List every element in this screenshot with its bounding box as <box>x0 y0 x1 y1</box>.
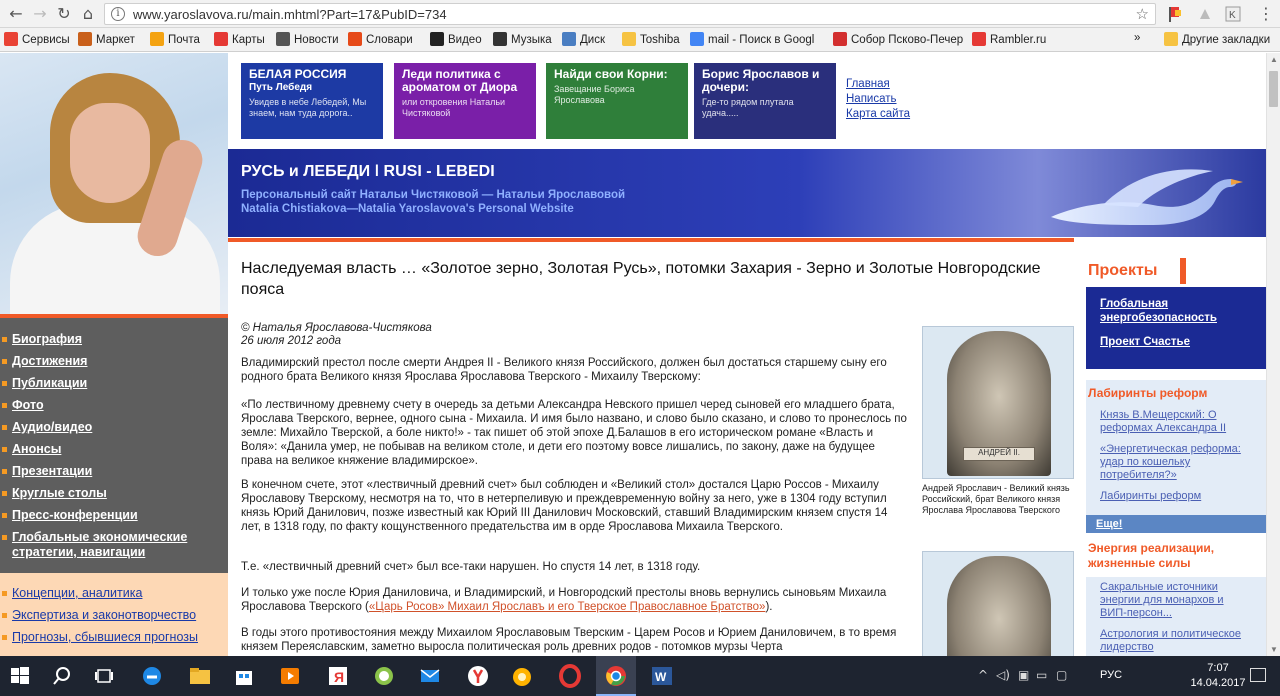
bookmark-item[interactable] <box>276 32 339 46</box>
left-menu-item[interactable]: Аудио/видео <box>0 420 228 442</box>
bookmark-label: Почта <box>168 34 200 46</box>
article-paragraph: Владимирский престол после смерти Андрея II - Великого князя Российского, должен был достаться старшему сыну его родного брата Великого князя Ярослава Ярославова Тверского - Михаилу Тверскому: <box>241 357 887 383</box>
bookmark-item[interactable] <box>78 32 135 46</box>
bookmark-item[interactable] <box>493 32 552 46</box>
banner-title: Найди свои Корни: <box>554 67 668 81</box>
bookmark-label: Новости <box>294 34 339 46</box>
banner-text: Увидев в небе Лебедей, Мы знаем, нам туда дорога.. <box>249 97 367 118</box>
bookmark-icon <box>972 32 986 46</box>
paragraph-text: ). <box>765 601 773 613</box>
bookmark-item[interactable] <box>150 32 200 46</box>
projects-heading: Проекты <box>1086 258 1186 284</box>
info-icon[interactable]: i <box>111 7 125 21</box>
bookmarks-bar <box>0 28 1280 52</box>
extension-k-icon[interactable] <box>1224 5 1242 23</box>
clock-time: 7:07 <box>1207 662 1229 674</box>
left-menu-item[interactable]: Анонсы <box>0 442 228 464</box>
site-header <box>228 149 1266 237</box>
energy-link[interactable]: Астрология и политическое лидерство <box>1100 628 1241 653</box>
right-sidebar <box>1086 258 1266 656</box>
banner-subtitle: Путь Лебедя <box>249 82 313 93</box>
left-menu-item[interactable]: Достижения <box>0 354 228 376</box>
banner-title: Леди политика с ароматом от Диора <box>402 67 518 94</box>
article-title: Наследуемая власть … «Золотое зерно, Золотая Русь», потомки Захария - Зерно и Золотые Новгородские пояса <box>241 260 1041 298</box>
svg-text:Я: Я <box>334 669 345 685</box>
top-banner[interactable] <box>394 63 536 139</box>
bookmark-label: Музыка <box>511 34 552 46</box>
bookmark-label: Сервисы <box>22 34 70 46</box>
labyrinths-links <box>1086 405 1266 515</box>
language-indicator[interactable]: РУС <box>1100 669 1123 681</box>
left-menu-item[interactable]: Глобальные экономические стратегии, навигации <box>0 530 228 568</box>
left-menu-item[interactable]: Пресс-конференции <box>0 508 228 530</box>
bookmark-item[interactable] <box>430 32 482 46</box>
labyrinths-link[interactable]: «Энергетическая реформа: удар по кошельку потребителя?» <box>1100 443 1241 481</box>
portrait-image <box>922 551 1074 656</box>
banner-title: БЕЛАЯ РОССИЯ <box>249 67 347 81</box>
svg-text:K: K <box>1229 10 1236 21</box>
bookmark-label: Диск <box>580 34 605 46</box>
bookmark-item[interactable] <box>562 32 605 46</box>
app-orange-icon[interactable] <box>510 664 534 688</box>
yandex-browser-icon[interactable] <box>466 664 490 688</box>
folder-icon <box>1164 32 1178 46</box>
bookmark-item[interactable] <box>4 32 70 46</box>
energy-links <box>1086 577 1266 656</box>
file-explorer-icon[interactable] <box>188 664 212 688</box>
bookmark-label: Словари <box>366 34 413 46</box>
left-menu-item[interactable]: Круглые столы <box>0 486 228 508</box>
network-icon[interactable]: ▣ <box>1018 668 1030 682</box>
article <box>241 258 1071 653</box>
task-view-icon[interactable] <box>92 664 116 688</box>
more-link[interactable]: Еще! <box>1096 518 1123 530</box>
home-icon[interactable]: ⌂ <box>82 4 94 23</box>
search-icon[interactable] <box>50 664 74 688</box>
bookmark-label: Карты <box>232 34 265 46</box>
left-menu-item-secondary[interactable]: Прогнозы, сбывшиеся прогнозы <box>0 630 228 652</box>
article-paragraph: В годы этого противостояния между Михаилом Ярославовым Тверским - Царем Росов и Юрием Даниловичем, в то время князем Переяславским, заметно выросла политическая роль древних родов - потомков мурзы Черта <box>241 627 897 653</box>
article-date: 26 июля 2012 года <box>241 335 342 347</box>
tray-chevron-icon[interactable]: ^ <box>978 668 989 682</box>
banner-title: Борис Ярославов и дочери: <box>702 67 820 94</box>
extension-flag-icon[interactable] <box>1166 5 1184 23</box>
left-nav-menu <box>0 318 228 573</box>
energy-heading: Энергия реализации, жизненные силы <box>1088 541 1215 570</box>
display-icon[interactable]: ▢ <box>1056 668 1068 682</box>
bookmark-label: Маркет <box>96 34 135 46</box>
article-inline-link[interactable]: «Царь Росов» Михаил Ярославъ и его Тверское Православное Братство» <box>368 601 766 613</box>
bookmark-item[interactable] <box>690 32 814 46</box>
left-menu-item-secondary[interactable]: Экспертиза и законотворчество <box>0 608 228 630</box>
bookmark-icon <box>4 32 18 46</box>
store-icon[interactable] <box>232 664 256 688</box>
chrome-active-icon[interactable] <box>596 656 636 696</box>
bookmark-icon <box>78 32 92 46</box>
left-menu-item[interactable]: Биография <box>0 332 228 354</box>
browser-toolbar <box>0 0 1280 28</box>
mail-icon[interactable] <box>418 664 442 688</box>
paragraph-text: И только уже после Юрия Даниловича, и Владимирский, и Новгородский престолы вновь вернулись сыновьям Михаила Ярославова Тверского ( <box>241 587 887 613</box>
bookmark-icon <box>348 32 362 46</box>
bookmark-label: mail - Поиск в Googl <box>708 34 815 46</box>
portrait-image <box>922 326 1074 479</box>
other-bookmarks-label: Другие закладки <box>1182 34 1271 46</box>
yandex-icon[interactable] <box>326 664 350 688</box>
article-paragraph: Т.е. «лествичный древний счет» был все-таки нарушен. Но спустя 14 лет, в 1318 году. <box>241 561 701 573</box>
left-menu-item-secondary[interactable]: Концепции, аналитика <box>0 586 228 608</box>
article-paragraph: «По лествичному древнему счету в очередь за детьми Александра Невского пришел черед сыновей его младшего брата, Ярослава Тверского, вернее, одного сына - Михаила. И имя было названо, и слово было сказано, и слово то пронеслось по земле: Михайло Тверской, а боле никто!» - так пишет об этой эпохе Д.Балашов в его историческом романе «Власть и Воля»: «Данила умер, не побывав на великом столе, и дети его поэтому вовсе лишались, по закону, даже на будущее права на великое княжение владимирское». <box>241 399 907 467</box>
bookmark-item[interactable] <box>972 32 1046 46</box>
bookmark-icon <box>214 32 228 46</box>
bookmark-label: Toshiba <box>640 34 680 46</box>
bookmark-item[interactable] <box>622 32 680 46</box>
portrait-plate: АНДРЕЙ II. <box>963 447 1035 461</box>
top-link[interactable]: Написать <box>846 93 897 105</box>
bookmark-label: Собор Псково-Печер <box>851 34 964 46</box>
menu-icon[interactable]: ⋮ <box>1258 4 1274 23</box>
app-circle-icon[interactable] <box>372 664 396 688</box>
back-icon[interactable]: ← <box>9 4 23 23</box>
energy-link[interactable]: Сакральные источники энергии для монархов и ВИП-персон... <box>1100 581 1224 619</box>
image-caption: Андрей Ярославич - Великий князь Российский, брат Великого князя Ярослава Ярославова Тверского <box>922 483 1070 515</box>
more-bookmarks-button[interactable]: » <box>1134 32 1141 44</box>
page-viewport <box>0 53 1266 656</box>
other-bookmarks-folder[interactable] <box>1164 32 1270 46</box>
bookmark-label: Rambler.ru <box>990 34 1047 46</box>
top-banner[interactable] <box>694 63 836 139</box>
forward-icon[interactable]: → <box>33 4 47 23</box>
left-menu-item[interactable]: Презентации <box>0 464 228 486</box>
swan-logo <box>1043 155 1248 237</box>
windows-taskbar <box>0 656 1280 696</box>
site-title: РУСЬ и ЛЕБЕДИ ǀ RUSI - LEBEDI <box>241 163 495 180</box>
project-link[interactable]: Глобальная энергобезопасность <box>1100 298 1217 324</box>
top-banner[interactable] <box>546 63 688 139</box>
labyrinths-link[interactable]: Князь В.Мещерский: О реформах Александра II <box>1100 409 1227 434</box>
start-icon[interactable] <box>8 664 32 688</box>
top-banner[interactable] <box>241 63 383 139</box>
bookmark-icon <box>562 32 576 46</box>
project-link[interactable]: Проект Счастье <box>1100 336 1191 348</box>
left-menu-item[interactable]: Публикации <box>0 376 228 398</box>
bookmark-label: Видео <box>448 34 482 46</box>
bookmark-icon <box>493 32 507 46</box>
bookmark-icon <box>430 32 444 46</box>
volume-icon[interactable]: ◁) <box>996 668 1010 682</box>
word-icon[interactable] <box>650 664 674 688</box>
left-menu-item[interactable]: Фото <box>0 398 228 420</box>
banner-text: Завещание Бориса Ярославова <box>554 84 635 105</box>
reload-icon[interactable]: ↻ <box>57 4 71 23</box>
banner-text: Где-то рядом плутала удача..... <box>702 97 794 118</box>
author-photo <box>0 53 228 318</box>
clock-date: 14.04.2017 <box>1190 677 1246 689</box>
bookmark-item[interactable] <box>214 32 265 46</box>
scrollbar-thumb[interactable] <box>1269 71 1278 107</box>
article-author: © Наталья Ярославова-Чистякова <box>241 322 432 334</box>
notifications-icon[interactable] <box>1250 668 1266 682</box>
bookmark-icon <box>833 32 847 46</box>
vertical-scrollbar[interactable]: ▲ ▼ <box>1266 53 1280 656</box>
bookmark-icon <box>150 32 164 46</box>
bookmark-icon <box>622 32 636 46</box>
more-bar <box>1086 515 1266 533</box>
bookmark-item[interactable] <box>348 32 413 46</box>
url-text: www.yaroslavova.ru/main.mhtml?Part=17&PubID=734 <box>133 7 447 22</box>
battery-icon[interactable]: ▭ <box>1036 668 1048 682</box>
labyrinths-heading: Лабиринты реформ <box>1086 380 1266 405</box>
bookmark-icon <box>690 32 704 46</box>
top-link[interactable]: Главная <box>846 78 890 90</box>
article-paragraph: В конечном счете, этот «лествичный древний счет» был соблюден и «Великий стол» достался Царю Россов - Михаилу Ярославову Тверскому, несмотря на то, что в нетерпеливую и преждевременную войну за него, уже в 1304 году вступил князь Юрий Данилович, позже известный как Юрий III Данилович Московский, ставший Владимирским князем спустя 14 лет, в 1318 году, по факту кощунственного предательства им в орде Ярославова Михаила Тверского. <box>241 479 888 533</box>
bookmark-star-icon[interactable]: ☆ <box>1135 5 1149 23</box>
bookmark-icon <box>276 32 290 46</box>
banner-text: или откровения Натальи Чистяковой <box>402 97 506 118</box>
header-divider <box>228 238 1074 242</box>
labyrinths-link[interactable]: Лабиринты реформ <box>1100 490 1202 502</box>
article-paragraph <box>241 586 909 614</box>
svg-text:W: W <box>655 670 667 684</box>
site-subtitle-ru: Персональный сайт Натальи Чистяковой — Натальи Ярославовой <box>241 189 626 201</box>
left-nav-menu-secondary <box>0 573 228 656</box>
projects-box <box>1086 287 1266 369</box>
address-bar[interactable] <box>104 3 1156 25</box>
opera-icon[interactable] <box>558 664 582 688</box>
top-link[interactable]: Карта сайта <box>846 108 911 120</box>
site-subtitle-en: Natalia Chistiakova—Natalia Yaroslavova's Personal Website <box>241 203 574 215</box>
extension-icon[interactable] <box>1196 5 1214 23</box>
top-links <box>846 77 910 122</box>
edge-icon[interactable] <box>140 664 164 688</box>
clock[interactable] <box>1188 661 1248 691</box>
media-icon[interactable] <box>278 664 302 688</box>
bookmark-item[interactable] <box>833 32 963 46</box>
